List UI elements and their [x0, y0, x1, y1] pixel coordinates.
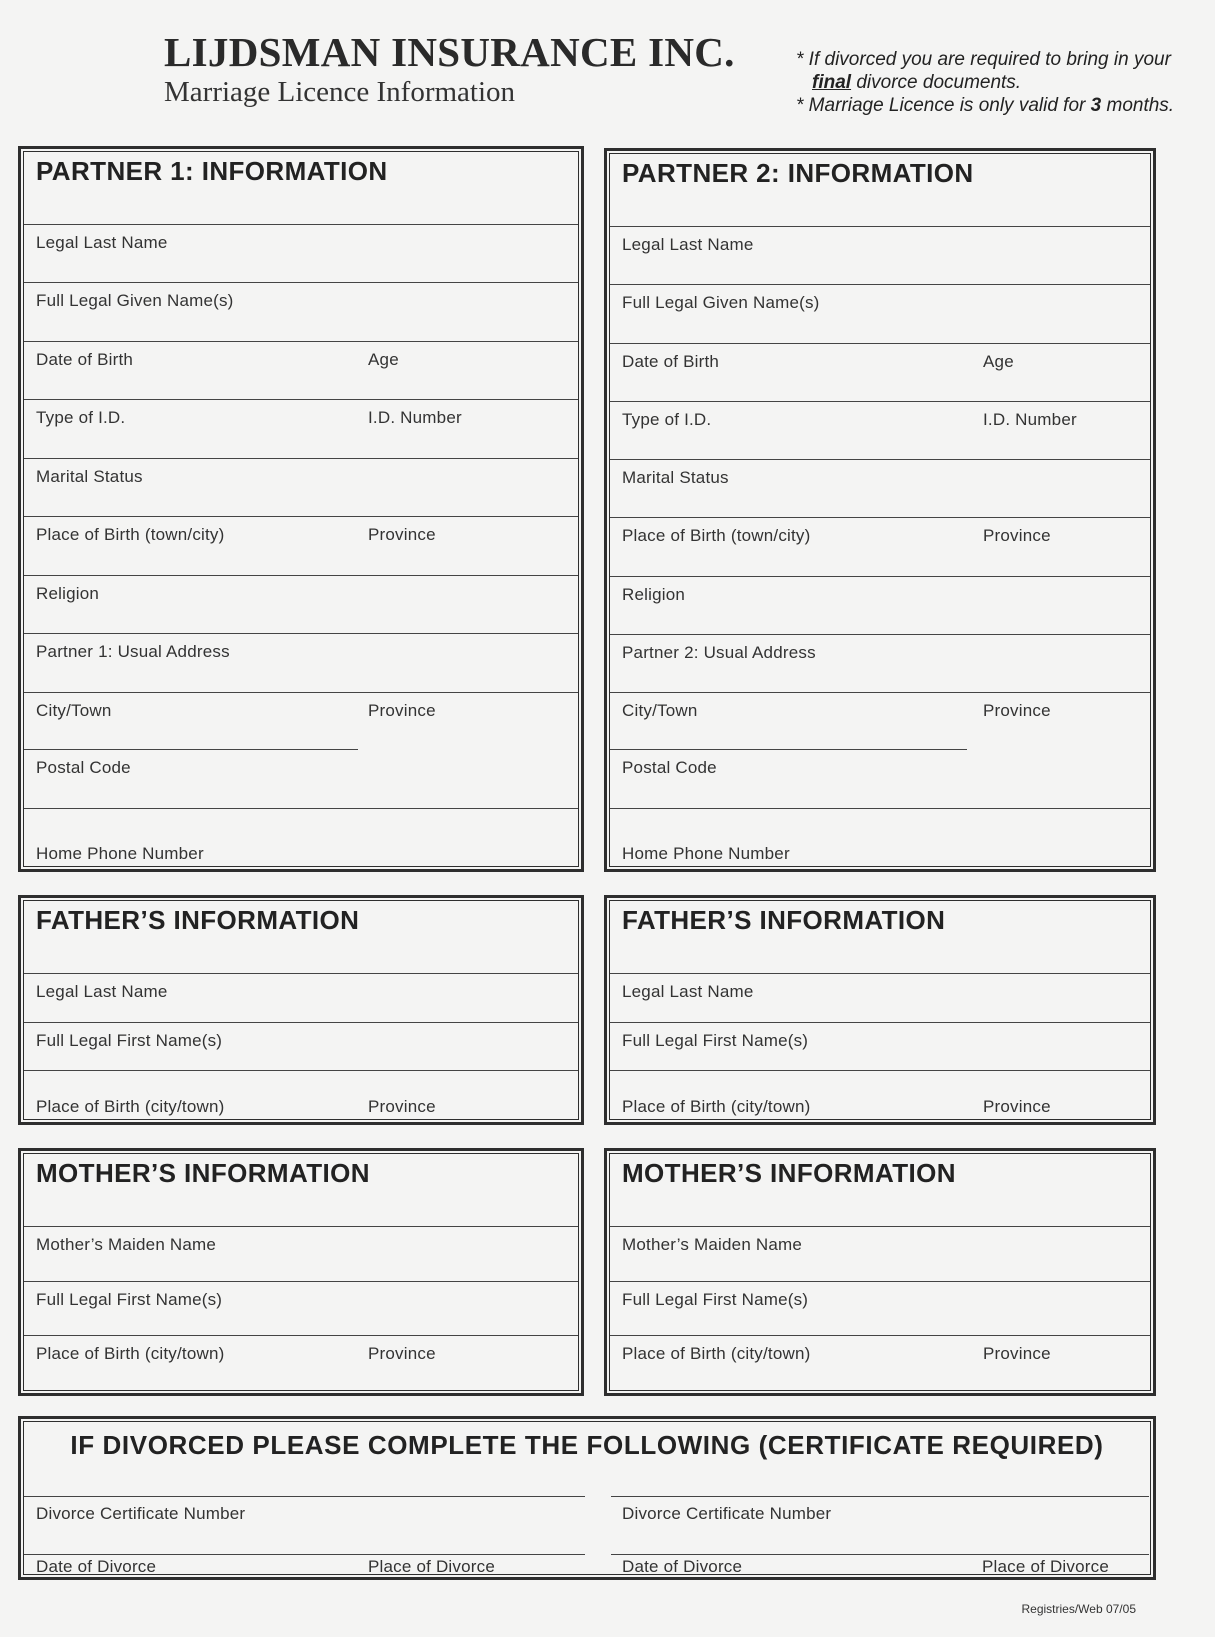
divorce-place-label-2: Place of Divorce [982, 1557, 1109, 1576]
partner1-id-field[interactable] [24, 400, 578, 458]
field-label: Province [983, 1097, 1051, 1117]
field-label: Province [983, 1344, 1051, 1364]
field-label: Date of Birth [622, 351, 720, 371]
father2-first-names-field[interactable] [610, 1023, 1150, 1072]
divider [611, 1496, 1149, 1497]
partner2-marital-status-field[interactable] [610, 460, 1150, 518]
divorce-place-label-1: Place of Divorce [368, 1557, 495, 1576]
mother2-first-names-field[interactable] [610, 1282, 1150, 1337]
divorce-section [18, 1416, 1156, 1580]
field-label: Province [368, 700, 436, 720]
field-label: Partner 2: Usual Address [622, 642, 816, 662]
partner2-dob-field[interactable] [610, 344, 1150, 402]
father2-title: FATHER’S INFORMATION [610, 901, 1150, 974]
field-label: Religion [36, 583, 100, 603]
field-label: Full Legal First Name(s) [36, 1030, 223, 1050]
field-label: Province [983, 526, 1051, 546]
field-label: Place of Birth (city/town) [36, 1344, 225, 1364]
divorce-date-label-2: Date of Divorce [622, 1557, 743, 1576]
divorce-title: IF DIVORCED PLEASE COMPLETE THE FOLLOWING (CERTIFICATE REQUIRED) [70, 1430, 1104, 1460]
mother1-maiden-name-field[interactable] [24, 1227, 578, 1282]
company-name: LIJDSMAN INSURANCE INC. [164, 29, 735, 75]
partner2-postal-code-field[interactable] [610, 750, 1150, 808]
father1-section [18, 895, 584, 1125]
field-label: Full Legal First Name(s) [622, 1289, 809, 1309]
mother1-section [18, 1148, 584, 1396]
note-validity-text: * Marriage Licence is only valid for [796, 95, 1086, 116]
field-label: Home Phone Number [36, 843, 204, 863]
partner1-postal-code-field[interactable] [24, 750, 578, 808]
field-label: Place of Birth (town/city) [36, 525, 225, 545]
father2-last-name-field[interactable] [610, 974, 1150, 1023]
field-label: City/Town [622, 701, 698, 721]
mother2-place-of-birth-field[interactable] [610, 1336, 1150, 1390]
field-label: Full Legal Given Name(s) [36, 291, 234, 311]
father1-place-of-birth-field[interactable] [24, 1071, 578, 1119]
partner1-religion-field[interactable] [24, 576, 578, 634]
partner1-address-field[interactable] [24, 634, 578, 692]
partner1-city-field[interactable] [24, 693, 578, 750]
field-label: Religion [622, 584, 686, 604]
field-label: Type of I.D. [36, 408, 126, 428]
field-label: Province [368, 1344, 436, 1364]
partner1-section [18, 146, 584, 872]
note-divorce-rest: divorce documents. [856, 72, 1022, 93]
partner2-phone-field[interactable] [610, 809, 1150, 866]
field-label: Full Legal First Name(s) [622, 1030, 809, 1050]
field-label: Age [368, 349, 399, 369]
field-label: Postal Code [36, 758, 131, 778]
mother2-section [604, 1148, 1156, 1396]
mother1-title: MOTHER’S INFORMATION [24, 1154, 578, 1227]
partner2-id-field[interactable] [610, 402, 1150, 460]
divorce-cert-label-2: Divorce Certificate Number [622, 1504, 832, 1523]
divorce-date-label-1: Date of Divorce [36, 1557, 157, 1576]
note-validity [796, 94, 1206, 117]
divider [611, 1554, 1149, 1555]
divider [24, 1496, 585, 1497]
field-label: Province [368, 1097, 436, 1117]
field-label: Postal Code [622, 758, 717, 778]
partner2-title: PARTNER 2: INFORMATION [610, 154, 1150, 227]
father2-section [604, 895, 1156, 1125]
father1-first-names-field[interactable] [24, 1023, 578, 1072]
field-label: City/Town [36, 700, 112, 720]
mother2-title: MOTHER’S INFORMATION [610, 1154, 1150, 1227]
field-label: Full Legal Given Name(s) [622, 293, 820, 313]
partner1-dob-field[interactable] [24, 342, 578, 400]
note-final-word: final [812, 72, 852, 93]
field-label: I.D. Number [368, 408, 462, 428]
field-label: I.D. Number [983, 409, 1077, 429]
father1-title: FATHER’S INFORMATION [24, 901, 578, 974]
partner1-phone-field[interactable] [24, 809, 578, 866]
field-label: Full Legal First Name(s) [36, 1289, 223, 1309]
field-label: Mother’s Maiden Name [36, 1235, 217, 1254]
partner2-city-field[interactable] [610, 693, 1150, 750]
form-subtitle: Marriage Licence Information [164, 76, 516, 108]
field-label: Legal Last Name [622, 235, 754, 254]
partner1-given-names-field[interactable] [24, 283, 578, 341]
field-label: Legal Last Name [36, 233, 168, 252]
field-label: Place of Birth (city/town) [622, 1097, 811, 1117]
field-label: Type of I.D. [622, 409, 712, 429]
partner2-place-of-birth-field[interactable] [610, 518, 1150, 576]
partner1-title: PARTNER 1: INFORMATION [24, 152, 578, 225]
mother2-maiden-name-field[interactable] [610, 1227, 1150, 1282]
field-label: Age [983, 351, 1014, 371]
field-label: Marital Status [36, 466, 143, 486]
divorce-cert-label-1: Divorce Certificate Number [36, 1504, 246, 1523]
note-validity-months: 3 [1090, 95, 1102, 116]
field-label: Place of Birth (city/town) [36, 1097, 225, 1117]
field-label: Mother’s Maiden Name [622, 1235, 803, 1254]
form-version: Registries/Web 07/05 [1021, 1602, 1136, 1616]
note-divorce-line1: * If divorced you are required to bring in your [796, 49, 1171, 70]
note-validity-unit: months. [1106, 95, 1175, 116]
partner1-place-of-birth-field[interactable] [24, 517, 578, 575]
field-label: Legal Last Name [622, 982, 754, 1001]
field-label: Marital Status [622, 468, 729, 488]
partner2-last-name-field[interactable] [610, 227, 1150, 285]
partner2-given-names-field[interactable] [610, 285, 1150, 343]
field-label: Place of Birth (city/town) [622, 1344, 811, 1364]
field-label: Date of Birth [36, 349, 134, 369]
partner1-last-name-field[interactable] [24, 225, 578, 283]
field-label: Home Phone Number [622, 843, 790, 863]
mother1-place-of-birth-field[interactable] [24, 1336, 578, 1390]
field-label: Place of Birth (town/city) [622, 526, 811, 546]
field-label: Province [368, 525, 436, 545]
partner2-address-field[interactable] [610, 635, 1150, 693]
divider [24, 1554, 585, 1555]
partner2-religion-field[interactable] [610, 577, 1150, 635]
field-label: Partner 1: Usual Address [36, 642, 230, 662]
partner1-marital-status-field[interactable] [24, 459, 578, 517]
note-divorce-line2 [796, 71, 1206, 94]
partner2-section [604, 148, 1156, 872]
mother1-first-names-field[interactable] [24, 1282, 578, 1337]
father2-place-of-birth-field[interactable] [610, 1071, 1150, 1119]
field-label: Province [983, 701, 1051, 721]
field-label: Legal Last Name [36, 982, 168, 1001]
father1-last-name-field[interactable] [24, 974, 578, 1023]
instruction-notes [796, 48, 1206, 117]
